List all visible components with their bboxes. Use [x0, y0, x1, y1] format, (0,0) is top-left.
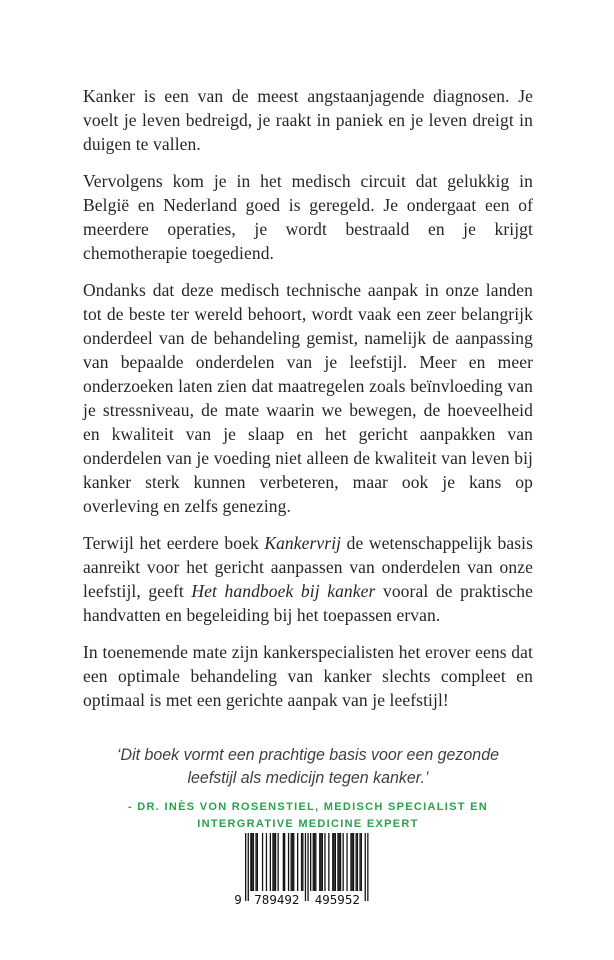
isbn-number-group: 9	[234, 892, 242, 907]
isbn-number-group: 495952	[314, 892, 360, 907]
blurb-paragraph-2: Vervolgens kom je in het medisch circuit dat gelukkig in België en Nederland goed is geregeld. Je ondergaat een of meerdere operaties, je wordt bestraald en je krijgt chemotherapie toegediend.	[83, 171, 533, 263]
paragraph-text: vooral de praktische handvatten en begeleiding bij het toepassen ervan.	[83, 581, 533, 625]
blurb-paragraph-3: Ondanks dat deze medisch technische aanpak in onze landen tot de beste ter wereld behoort, wordt vaak een zeer belangrijk onderdeel van de behandeling gemist, namelijk de aanpassing van bepaalde onderdelen van je leefstijl. Meer en meer onderzoeken laten zien dat maatregelen zoals beïnvloeding van je stressniveau, de mate waarin we bewegen, de hoeveelheid en kwaliteit van je slaap en het gericht aanpakken van onderdelen van je voeding niet alleen de kwaliteit van leven bij kanker sterk kunnen verbeteren, maar ook je kans op overleving en zelfs genezing.	[83, 280, 533, 516]
isbn-number-group: 789492	[254, 892, 300, 907]
ean13-barcode	[233, 833, 381, 916]
paragraph-text: Terwijl het eerdere boek	[83, 533, 265, 553]
blurb-paragraph-1: Kanker is een van de meest angstaanjagende diagnosen. Je voelt je leven bedreigd, je raakt in paniek en je leven dreigt in duigen te vallen.	[83, 86, 533, 154]
book-title-het-handboek-bij-kanker: Het handboek bij kanker	[191, 581, 376, 601]
reviewer-credit-line-1: - DR. INÈS VON ROSENSTIEL, MEDISCH SPECIALIST EN	[127, 801, 489, 813]
blurb-paragraph-4	[83, 531, 533, 627]
blurb-paragraph-5: In toenemende mate zijn kankerspecialisten het erover eens dat een optimale behandeling van kanker slechts compleet en optimaal is met een gerichte aanpak van je leefstijl!	[83, 642, 533, 710]
reviewer-credit	[93, 799, 523, 833]
review-quote-block	[93, 744, 523, 833]
book-title-kankervrij: Kankervrij	[264, 533, 342, 553]
reviewer-credit-line-2: INTERGRATIVE MEDICINE EXPERT	[197, 818, 419, 830]
ean13-bars	[233, 833, 381, 911]
paragraph-text: de wetenschappelijk basis aanreikt voor het gericht aanpassen van onderdelen van onze leefstijl, geeft	[83, 533, 533, 601]
review-quote: ‘Dit boek vormt een prachtige basis voor een gezonde leefstijl als medicijn tegen kanker.’	[117, 745, 499, 787]
blurb-section	[83, 84, 533, 833]
